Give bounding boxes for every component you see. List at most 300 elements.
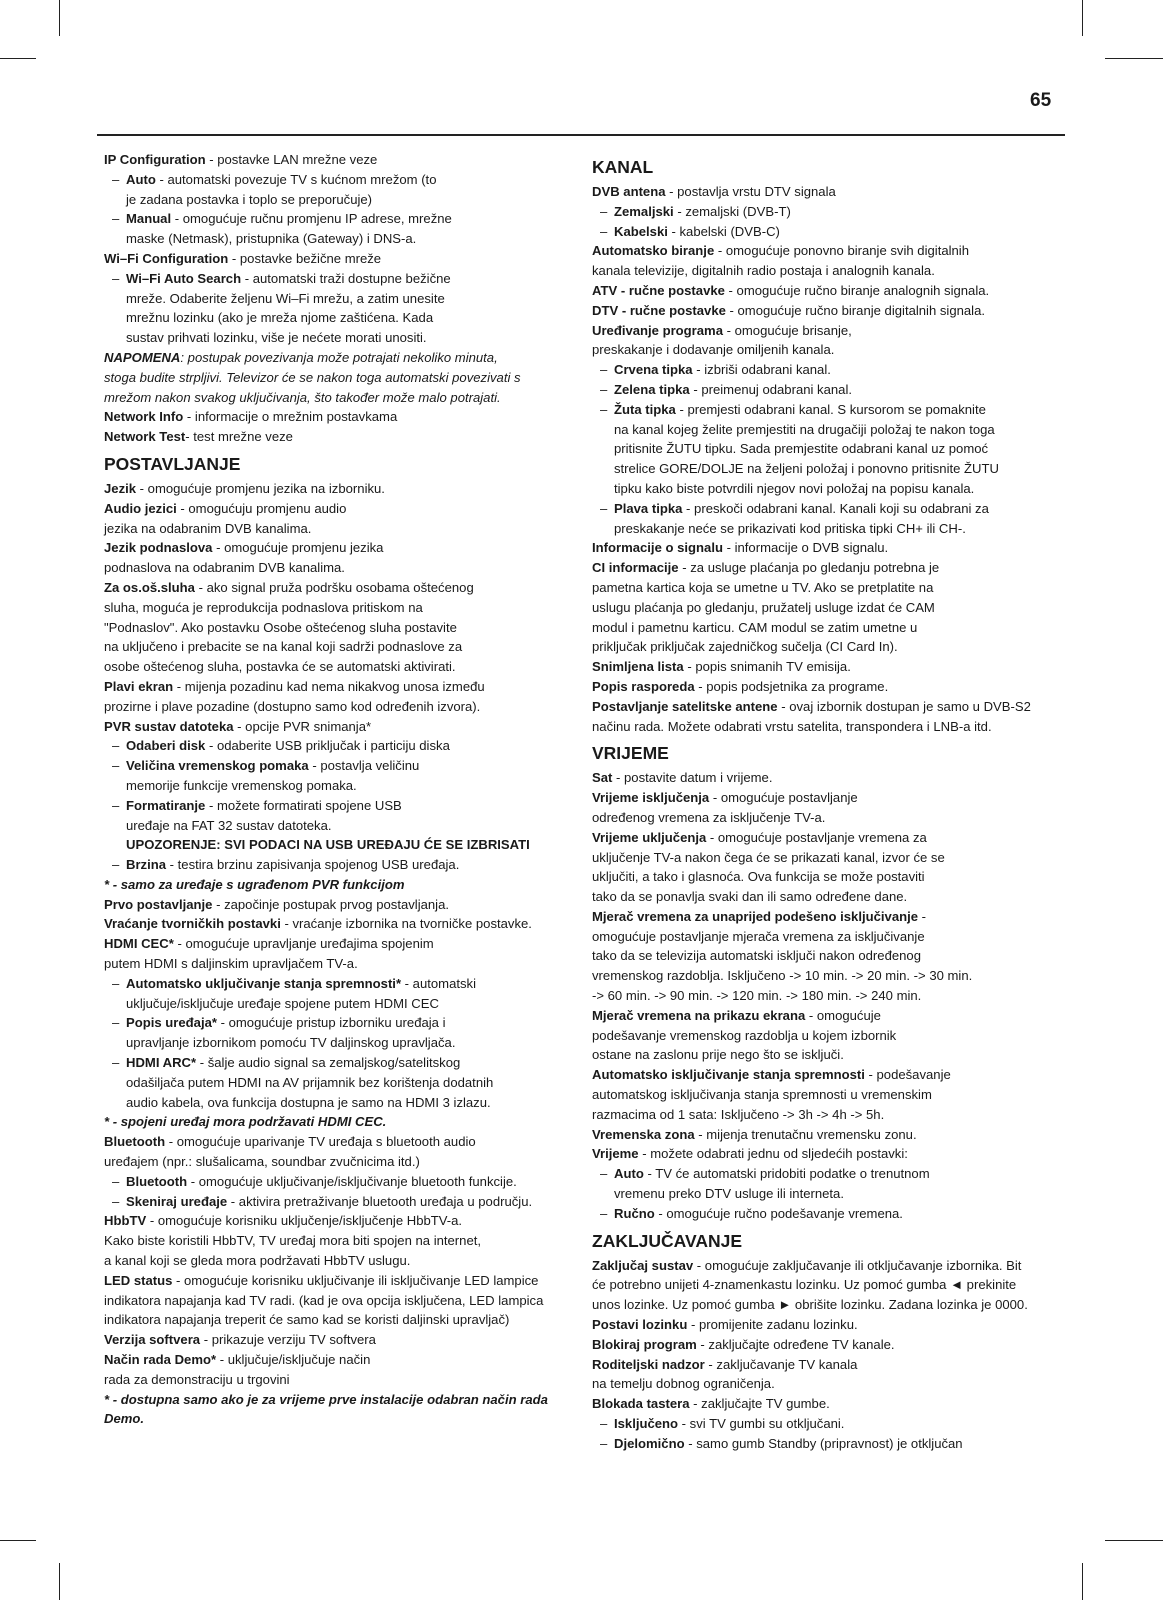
description: - zaključajte određene TV kanale.: [696, 1336, 895, 1352]
description: uređajem (npr.: slušalicama, soundbar zvučnicima itd.): [104, 1154, 420, 1170]
term: Popis uređaja*: [126, 1015, 217, 1031]
list-item-continuation: [104, 289, 574, 309]
description: prozirne i plave pozadine (dostupno samo kod određenih izvora).: [104, 698, 481, 714]
description: uključuje/isključuje uređaje spojene putem HDMI CEC: [126, 995, 439, 1011]
term: HDMI CEC*: [104, 936, 174, 952]
description: - automatski povezuje TV s kućnom mrežom (to: [155, 171, 437, 187]
footnote: [104, 1390, 574, 1410]
description: - omogućuje korisniku uključivanje ili isključivanje LED lampice: [172, 1272, 539, 1288]
description: vremenu preko DTV usluge ili interneta.: [614, 1186, 844, 1202]
paragraph-line: [592, 768, 1070, 788]
paragraph-line: [104, 1152, 574, 1172]
description: - opcije PVR snimanja*: [233, 718, 372, 734]
note-text: [104, 348, 574, 368]
description: - informacije o DVB signalu.: [722, 540, 889, 556]
description: Kako biste koristili HbbTV, TV uređaj mora biti spojen na internet,: [104, 1233, 482, 1249]
description: - omogućuje ručno biranje analognih signala.: [724, 282, 990, 298]
paragraph-line: [104, 697, 574, 717]
description: - prikazuje verziju TV softvera: [200, 1332, 376, 1348]
paragraph-line: [104, 717, 574, 737]
description: - testira brzinu zapisivanja spojenog USB uređaja.: [166, 857, 460, 873]
list-item: [592, 202, 1070, 222]
paragraph-line: [104, 1132, 574, 1152]
crop-mark: [59, 1563, 60, 1600]
term: Network Test: [104, 429, 186, 445]
crop-mark: [1082, 1563, 1083, 1600]
description: je zadana postavka i toplo se preporučuje): [126, 191, 373, 207]
term: Auto: [614, 1166, 644, 1182]
description: sluha, moguća je reprodukcija podnaslova pritiskom na: [104, 599, 423, 615]
paragraph-line: [592, 828, 1070, 848]
paragraph-line: [592, 281, 1070, 301]
description: - za usluge plaćanja po gledanju potrebna je: [678, 560, 940, 576]
paragraph-line: [592, 717, 1070, 737]
list-item-continuation: [104, 1073, 574, 1093]
list-item: [592, 400, 1070, 420]
paragraph-line: [104, 677, 574, 697]
description: - omogućuje: [805, 1007, 881, 1023]
description: - omogućuje promjenu jezika: [212, 540, 384, 556]
section-heading: [592, 1229, 1070, 1253]
description: kanala televizije, digitalnih radio postaja i analognih kanala.: [592, 263, 935, 279]
list-item-continuation: [592, 479, 1070, 499]
term: Formatiranje: [126, 797, 206, 813]
header-rule: [97, 134, 1065, 136]
paragraph-line: [592, 788, 1070, 808]
paragraph-line: [592, 1006, 1070, 1026]
description: : postupak povezivanja može potrajati nekoliko minuta,: [180, 349, 498, 365]
paragraph-line: [104, 934, 574, 954]
paragraph-line: [104, 954, 574, 974]
paragraph-line: [104, 1211, 574, 1231]
description: * - spojeni uređaj mora podržavati HDMI CEC.: [104, 1114, 387, 1130]
paragraph-line: [592, 340, 1070, 360]
description: - omogućuje promjenu jezika na izborniku.: [136, 480, 385, 496]
paragraph-line: [592, 558, 1070, 578]
description: - mijenja trenutačnu vremensku zonu.: [694, 1126, 917, 1142]
paragraph-line: [104, 1330, 574, 1350]
term: Wi–Fi Configuration: [104, 250, 229, 266]
description: podnaslova na odabranim DVB kanalima.: [104, 560, 345, 576]
list-item: [104, 209, 574, 229]
description: - započinje postupak prvog postavljanja.: [212, 896, 449, 912]
paragraph-line: [592, 1026, 1070, 1046]
description: - ako signal pruža podršku osobama oštećenog: [194, 579, 474, 595]
list-item-continuation: [592, 420, 1070, 440]
description: mreže. Odaberite željenu Wi–Fi mrežu, a zatim unesite: [126, 290, 445, 306]
list-item: [592, 1204, 1070, 1224]
paragraph-line: [592, 1256, 1070, 1276]
description: - aktivira pretraživanje bluetooth uređaja u području.: [227, 1193, 533, 1209]
description: - postavke LAN mrežne veze: [205, 152, 378, 167]
description: - postavke bežične mreže: [228, 250, 382, 266]
crop-mark: [1105, 1540, 1163, 1541]
paragraph-line: [592, 1295, 1070, 1315]
term: Plava tipka: [614, 500, 683, 516]
paragraph-line: [592, 1374, 1070, 1394]
footnote: [104, 875, 574, 895]
crop-mark: [1082, 0, 1083, 36]
term: Postavljanje satelitske antene: [592, 698, 778, 714]
description: - kabelski (DVB-C): [667, 223, 780, 239]
paragraph-line: [104, 538, 574, 558]
paragraph-line: [104, 499, 574, 519]
list-item-continuation: [104, 1093, 574, 1113]
paragraph-line: [104, 1350, 574, 1370]
description: - uključuje/isključuje način: [216, 1352, 371, 1368]
term: Automatsko uključivanje stanja spremnosti*: [126, 975, 402, 991]
term: Blokada tastera: [592, 1396, 690, 1412]
list-item: [592, 222, 1070, 242]
description: * - dostupna samo ako je za vrijeme prve instalacije odabran način rada: [104, 1391, 548, 1407]
term: Za os.oš.sluha: [104, 579, 195, 595]
paragraph-line: [592, 1085, 1070, 1105]
list-item-continuation: [104, 1033, 574, 1053]
description: -: [918, 908, 927, 924]
paragraph-line: [592, 966, 1070, 986]
term: Prvo postavljanje: [104, 896, 213, 912]
description: mrežnu lozinku (ako je mreža njome zaštićena. Kada: [126, 310, 434, 326]
description: - omogućuje korisniku uključenje/isključenje HbbTV-a.: [146, 1213, 463, 1229]
term: Sat: [592, 770, 613, 786]
term: ATV - ručne postavke: [592, 282, 725, 298]
paragraph-line: [592, 677, 1070, 697]
description: Demo.: [104, 1411, 145, 1427]
paragraph-line: [592, 1355, 1070, 1375]
list-item-continuation: [104, 190, 574, 210]
paragraph-line: [592, 1144, 1070, 1164]
paragraph-line: [104, 1231, 574, 1251]
description: osobe oštećenog sluha, postavka će se automatski aktivirati.: [104, 659, 456, 675]
paragraph-line: [592, 1315, 1070, 1335]
paragraph-line: [592, 261, 1070, 281]
paragraph-line: [592, 1125, 1070, 1145]
description: - automatski traži dostupne bežične: [241, 270, 451, 286]
description: tipku kako biste potvrdili njegov novi položaj na popisu kanala.: [614, 480, 975, 496]
paragraph-line: [104, 1271, 574, 1291]
description: - omogućuje ručno podešavanje vremena.: [654, 1205, 903, 1221]
paragraph-line: [104, 1370, 574, 1390]
description: određenog vremena za isključenje TV-a.: [592, 809, 826, 825]
description: - možete odabrati jednu od sljedećih postavki:: [638, 1146, 908, 1162]
description: mrežom nakon svakog uključivanja, što također može malo potrajati.: [104, 389, 501, 405]
description: odašiljača putem HDMI na AV prijamnik bez korištenja dodatnih: [126, 1074, 494, 1090]
description: omogućuje postavljanje mjerača vremena za isključivanje: [592, 928, 925, 944]
description: - promijenite zadanu lozinku.: [687, 1317, 858, 1333]
paragraph-line: [592, 697, 1070, 717]
term: Jezik: [104, 480, 137, 496]
description: KANAL: [592, 157, 654, 177]
paragraph-line: [104, 657, 574, 677]
paragraph-line: [592, 907, 1070, 927]
term: Popis rasporeda: [592, 678, 695, 694]
description: na temelju dobnog ograničenja.: [592, 1376, 775, 1392]
description: - postavite datum i vrijeme.: [612, 770, 773, 786]
list-item-continuation: [592, 519, 1070, 539]
term: Automatsko isključivanje stanja spremnosti: [592, 1067, 865, 1083]
section-heading: [104, 452, 574, 476]
description: - postavlja veličinu: [308, 758, 420, 774]
term: Vrijeme isključenja: [592, 790, 710, 806]
description: - mijenja pozadinu kad nema nikakvog unosa između: [173, 678, 485, 694]
paragraph-line: [104, 914, 574, 934]
term: Informacije o signalu: [592, 540, 723, 556]
section-heading: [592, 155, 1070, 179]
description: uključenje TV-a nakon čega će se prikazati kanal, izvor će se: [592, 849, 945, 865]
description: rada za demonstraciju u trgovini: [104, 1371, 290, 1387]
paragraph-line: [592, 887, 1070, 907]
description: a kanal koji se gleda mora podržavati HbbTV uslugu.: [104, 1253, 411, 1269]
description: - omogućuje pristup izborniku uređaja i: [216, 1015, 446, 1031]
description: - omogućuje postavljanje vremena za: [706, 829, 927, 845]
list-item: [104, 1013, 574, 1033]
paragraph-line: [592, 1335, 1070, 1355]
paragraph-line: [592, 808, 1070, 828]
list-item-continuation: [592, 439, 1070, 459]
description: tako da se ponavlja svaki dan ili samo određene dane.: [592, 889, 908, 905]
description: - vraćanje izbornika na tvorničke postavke.: [280, 916, 532, 932]
paragraph-line: [592, 867, 1070, 887]
description: - samo gumb Standby (pripravnost) je otključan: [684, 1435, 963, 1451]
description: - zaključajte TV gumbe.: [689, 1396, 830, 1412]
description: na kanal kojeg želite premjestiti na drugačiji položaj te nakon toga: [614, 421, 995, 437]
description: razmacima od 1 sata: Isključeno -> 3h -> 4h -> 5h.: [592, 1106, 885, 1122]
term: Ručno: [614, 1205, 655, 1221]
description: - premjesti odabrani kanal. S kursorom se pomaknite: [675, 401, 986, 417]
description: pametna kartica koja se umetne u TV. Ako se pretplatite na: [592, 579, 934, 595]
description: stoga budite strpljivi. Televizor će se nakon toga automatski povezivati s: [104, 369, 521, 385]
description: indikatora napajanja kad TV radi. (kad je ova opcija isključena, LED lampica: [104, 1292, 544, 1308]
term: Vremenska zona: [592, 1126, 695, 1142]
paragraph-line: [104, 519, 574, 539]
paragraph-line: [104, 637, 574, 657]
term: Vraćanje tvorničkih postavki: [104, 916, 281, 932]
term: Odaberi disk: [126, 738, 206, 754]
term: Način rada Demo*: [104, 1352, 217, 1368]
footnote: [104, 1112, 574, 1132]
paragraph-line: [104, 150, 574, 170]
description: audio kabela, ova funkcija dostupna je samo na HDMI 3 izlazu.: [126, 1094, 491, 1110]
term: Wi–Fi Auto Search: [126, 270, 242, 286]
list-item-continuation: [104, 776, 574, 796]
description: pritisnite ŽUTU tipku. Sada premjestite odabrani kanal uz pomoć: [614, 441, 989, 457]
term: Vrijeme uključenja: [592, 829, 707, 845]
term: PVR sustav datoteka: [104, 718, 234, 734]
term: Vrijeme: [592, 1146, 639, 1162]
description: - odaberite USB priključak i particiju diska: [205, 738, 450, 754]
note-text: [104, 388, 574, 408]
description: automatskog isključivanja stanja spremnosti u vremenskim: [592, 1087, 932, 1103]
paragraph-line: [104, 895, 574, 915]
description: priključak priključak zajedničkog sučelja (CI Card In).: [592, 639, 898, 655]
paragraph-line: [592, 1394, 1070, 1414]
description: POSTAVLJANJE: [104, 453, 241, 474]
description: - omogućuju promjenu audio: [176, 500, 347, 516]
paragraph-line: [104, 249, 574, 269]
warning-text: [104, 835, 574, 855]
paragraph-line: [592, 657, 1070, 677]
description: tako da se televizija automatski isključi nakon određenog: [592, 948, 921, 964]
paragraph-line: [104, 558, 574, 578]
description: - omogućuje uparivanje TV uređaja s bluetooth audio: [165, 1134, 476, 1150]
description: memorije funkcije vremenskog pomaka.: [126, 777, 357, 793]
term: Mjerač vremena na prikazu ekrana: [592, 1007, 806, 1023]
list-item: [104, 1172, 574, 1192]
description: na uključeno i prebacite se na kanal koji sadrži podnaslove za: [104, 639, 463, 655]
list-item: [592, 1164, 1070, 1184]
term: Snimljena lista: [592, 659, 684, 675]
term: IP Configuration: [104, 152, 206, 167]
description: - šalje audio signal sa zemaljskog/satelitskog: [196, 1055, 461, 1071]
term: Automatsko biranje: [592, 243, 715, 259]
description: - popis snimanih TV emisija.: [683, 659, 851, 675]
description: - preskoči odabrani kanal. Kanali koji su odabrani za: [682, 500, 989, 516]
term: Blokiraj program: [592, 1336, 697, 1352]
paragraph-line: [104, 407, 574, 427]
term: Mjerač vremena za unaprijed podešeno isključivanje: [592, 908, 919, 924]
description: ZAKLJUČAVANJE: [592, 1230, 743, 1251]
list-item: [104, 1053, 574, 1073]
term: Auto: [126, 171, 156, 187]
term: Žuta tipka: [614, 401, 676, 417]
term: Zemaljski: [614, 203, 674, 219]
list-item-continuation: [104, 994, 574, 1014]
term: Postavi lozinku: [592, 1317, 688, 1333]
description: - možete formatirati spojene USB: [205, 797, 402, 813]
list-item-continuation: [104, 308, 574, 328]
list-item-continuation: [104, 229, 574, 249]
term: NAPOMENA: [104, 349, 181, 365]
paragraph-line: [592, 598, 1070, 618]
description: "Podnaslov". Ako postavku Osobe oštećenog sluha postavite: [104, 619, 457, 635]
list-item: [104, 170, 574, 190]
term: Uređivanje programa: [592, 322, 723, 338]
description: - automatski: [401, 975, 476, 991]
paragraph-line: [592, 241, 1070, 261]
term: Jezik podnaslova: [104, 540, 213, 556]
list-item: [104, 1192, 574, 1212]
list-item: [592, 360, 1070, 380]
description: uključiti, a tako i glasnoća. Ova funkcija se može postaviti: [592, 869, 925, 885]
list-item: [592, 1434, 1070, 1454]
term: Brzina: [126, 857, 167, 873]
term: Crvena tipka: [614, 362, 693, 378]
list-item: [104, 269, 574, 289]
description: unos lozinke. Uz pomoć gumba ► obrišite lozinku. Zadana lozinka je 0000.: [592, 1297, 1028, 1313]
paragraph-line: [104, 578, 574, 598]
description: - informacije o mrežnim postavkama: [183, 409, 398, 425]
description: - omogućuje postavljanje: [709, 790, 858, 806]
term: DVB antena: [592, 184, 666, 199]
description: - omogućuje zaključavanje ili otključavanje izbornika. Bit: [693, 1257, 1022, 1273]
description: vremenskog razdoblja. Isključeno -> 10 min. -> 20 min. -> 30 min.: [592, 968, 973, 984]
paragraph-line: [104, 427, 574, 447]
paragraph-line: [592, 538, 1070, 558]
term: HDMI ARC*: [126, 1055, 197, 1071]
crop-mark: [1105, 58, 1163, 59]
description: - omogućuje ručno biranje digitalnih signala.: [725, 302, 986, 318]
list-item-continuation: [592, 1184, 1070, 1204]
term: Audio jezici: [104, 500, 177, 516]
list-item: [104, 855, 574, 875]
paragraph-line: [104, 618, 574, 638]
paragraph-line: [592, 301, 1070, 321]
paragraph-line: [592, 946, 1070, 966]
term: Bluetooth: [104, 1134, 166, 1150]
description: strelice GORE/DOLJE na željeni položaj i ponovno pritisnite ŽUTU: [614, 461, 999, 477]
list-item: [104, 736, 574, 756]
term: Plavi ekran: [104, 678, 174, 694]
term: Roditeljski nadzor: [592, 1356, 705, 1372]
description: - postavlja vrstu DTV signala: [665, 184, 836, 199]
description: - omogućuje brisanje,: [722, 322, 852, 338]
description: uređaje na FAT 32 sustav datoteka.: [126, 817, 332, 833]
crop-mark: [0, 1540, 36, 1541]
list-item-continuation: [104, 816, 574, 836]
description: - ovaj izbornik dostupan je samo u DVB-S2: [777, 698, 1031, 714]
list-item-continuation: [592, 459, 1070, 479]
term: Veličina vremenskog pomaka: [126, 758, 309, 774]
page-number: 65: [1030, 90, 1052, 111]
crop-mark: [59, 0, 60, 36]
crop-mark: [0, 58, 36, 59]
description: UPOZORENJE: SVI PODACI NA USB UREĐAJU ĆE SE IZBRISATI: [126, 837, 530, 853]
term: CI informacije: [592, 560, 679, 576]
term: Zelena tipka: [614, 381, 690, 397]
paragraph-line: [104, 598, 574, 618]
term: Zaključaj sustav: [592, 1257, 694, 1273]
description: - preimenuj odabrani kanal.: [689, 381, 852, 397]
description: - izbriši odabrani kanal.: [692, 362, 831, 378]
paragraph-line: [592, 182, 1070, 202]
description: indikatora napajanja treperit će samo kad se koristi daljinski upravljač): [104, 1312, 510, 1328]
description: - zemaljski (DVB-T): [673, 203, 791, 219]
description: - test mrežne veze: [185, 429, 293, 445]
description: - omogućuje ponovno biranje svih digitalnih: [714, 243, 969, 259]
description: - podešavanje: [864, 1067, 951, 1083]
paragraph-line: [592, 927, 1070, 947]
description: - svi TV gumbi su otključani.: [678, 1416, 845, 1432]
description: ostane na zaslonu prije nego što se isključi.: [592, 1047, 844, 1063]
footnote: [104, 1409, 574, 1429]
paragraph-line: [104, 1291, 574, 1311]
paragraph-line: [592, 848, 1070, 868]
description: uslugu plaćanja po gledanju, pružatelj usluge izdat će CAM: [592, 599, 935, 615]
term: DTV - ručne postavke: [592, 302, 726, 318]
term: Kabelski: [614, 223, 668, 239]
description: - omogućuje uključivanje/isključivanje bluetooth funkcije.: [187, 1173, 517, 1189]
list-item: [104, 796, 574, 816]
term: Manual: [126, 211, 172, 227]
list-item: [592, 499, 1070, 519]
description: - zaključavanje TV kanala: [704, 1356, 858, 1372]
paragraph-line: [104, 1251, 574, 1271]
term: Djelomično: [614, 1435, 685, 1451]
list-item: [592, 1414, 1070, 1434]
description: VRIJEME: [592, 743, 669, 764]
description: jezika na odabranim DVB kanalima.: [104, 520, 312, 536]
description: će potrebno unijeti 4-znamenkastu lozinku. Uz pomoć gumba ◄ prekinite: [592, 1277, 1017, 1293]
description: - popis podsjetnika za programe.: [694, 678, 889, 694]
paragraph-line: [592, 1065, 1070, 1085]
list-item: [104, 974, 574, 994]
term: LED status: [104, 1272, 173, 1288]
paragraph-line: [104, 1310, 574, 1330]
paragraph-line: [592, 1105, 1070, 1125]
term: Verzija softvera: [104, 1332, 201, 1348]
left-column: [104, 150, 574, 1429]
description: preskakanje neće se prikazivati kod pritiska tipki CH+ ili CH-.: [614, 520, 966, 536]
